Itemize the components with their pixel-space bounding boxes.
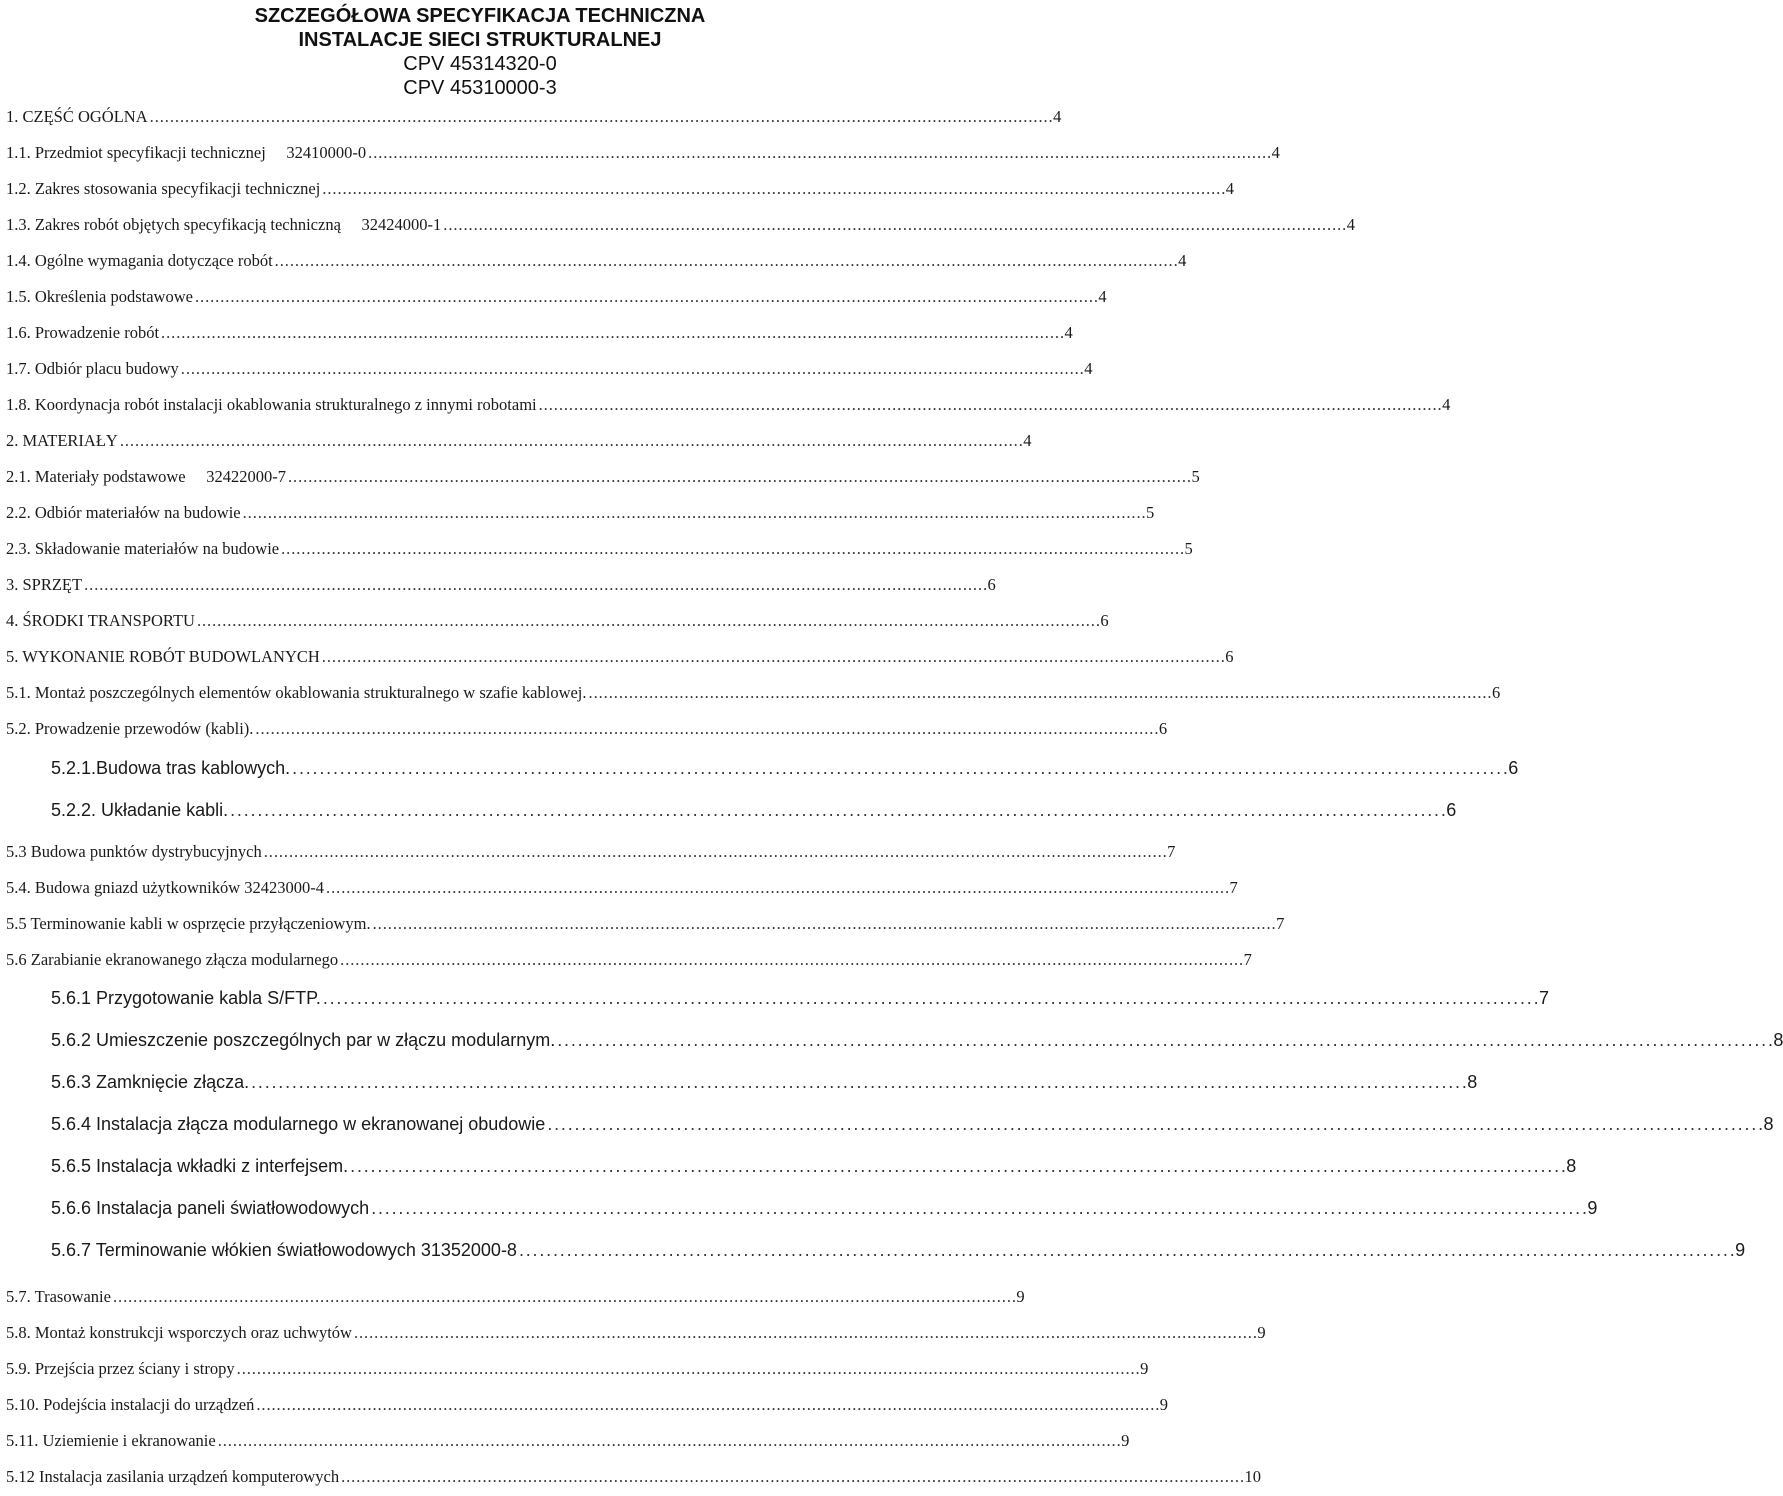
toc-entry-page-number: 8 bbox=[1467, 1072, 1478, 1092]
toc-entry-page-number: 4 bbox=[1271, 143, 1280, 162]
toc-entry-page-number: 4 bbox=[1346, 215, 1355, 234]
toc-entry-page-number: 6 bbox=[987, 575, 996, 594]
toc-entry-page-number: 7 bbox=[1229, 878, 1238, 897]
toc-entry[interactable] bbox=[51, 1240, 1746, 1266]
toc-entry-page-number: 6 bbox=[1225, 647, 1234, 666]
toc-entry-page-number: 5 bbox=[1184, 539, 1193, 558]
toc-entry[interactable] bbox=[51, 1198, 1598, 1224]
toc-dot-leader bbox=[368, 143, 1269, 163]
toc-dot-leader bbox=[281, 539, 1182, 559]
toc-dot-leader bbox=[264, 842, 1165, 862]
toc-entry-page-number: 9 bbox=[1140, 1359, 1149, 1378]
toc-entry[interactable] bbox=[6, 1323, 1266, 1349]
toc-entry[interactable] bbox=[6, 359, 1093, 385]
toc-dot-leader bbox=[288, 467, 1189, 487]
toc-dot-leader bbox=[519, 1240, 1733, 1261]
toc-entry[interactable] bbox=[6, 950, 1252, 976]
toc-entry[interactable] bbox=[6, 539, 1193, 565]
toc-dot-leader bbox=[539, 395, 1440, 415]
toc-entry-title: 1.6. Prowadzenie robót bbox=[6, 323, 160, 342]
toc-entry[interactable] bbox=[6, 575, 996, 601]
toc-entry-page-number: 7 bbox=[1276, 914, 1285, 933]
toc-entry-page-number: 7 bbox=[1167, 842, 1176, 861]
toc-entry[interactable] bbox=[6, 1395, 1169, 1421]
toc-entry[interactable] bbox=[51, 1072, 1478, 1098]
toc-dot-leader bbox=[197, 611, 1098, 631]
toc-dot-leader bbox=[350, 1156, 1564, 1177]
cpv-code-2: CPV 45310000-3 bbox=[403, 77, 557, 99]
toc-entry[interactable] bbox=[6, 1287, 1025, 1313]
toc-entry[interactable] bbox=[51, 1114, 1774, 1140]
toc-entry[interactable] bbox=[6, 1467, 1262, 1493]
toc-entry[interactable] bbox=[51, 1156, 1577, 1182]
toc-entry-page-number: 8 bbox=[1763, 1114, 1774, 1134]
toc-entry-title: 1.2. Zakres stosowania specyfikacji technicznej bbox=[6, 179, 321, 198]
toc-dot-leader bbox=[256, 1395, 1157, 1415]
toc-entry[interactable] bbox=[51, 800, 1457, 826]
toc-entry[interactable] bbox=[6, 395, 1451, 421]
toc-dot-leader bbox=[373, 914, 1274, 934]
toc-dot-leader bbox=[161, 323, 1062, 343]
toc-entry-title: 5.6.5 Instalacja wkładki z interfejsem. bbox=[51, 1156, 349, 1176]
toc-entry-page-number: 7 bbox=[1243, 950, 1252, 969]
toc-entry-title: 5.6.6 Instalacja paneli światłowodowych bbox=[51, 1198, 370, 1218]
toc-dot-leader bbox=[341, 1467, 1242, 1487]
toc-entry-page-number: 9 bbox=[1257, 1323, 1266, 1342]
toc-entry[interactable] bbox=[6, 719, 1168, 745]
toc-entry-page-number: 9 bbox=[1735, 1240, 1746, 1260]
toc-entry[interactable] bbox=[6, 431, 1032, 457]
toc-entry-title: 5.5 Terminowanie kabli w osprzęcie przyłączeniowym. bbox=[6, 914, 371, 933]
toc-dot-leader bbox=[255, 719, 1156, 739]
toc-entry[interactable] bbox=[6, 1359, 1149, 1385]
toc-entry-title: 1.4. Ogólne wymagania dotyczące robót bbox=[6, 251, 273, 270]
toc-entry-title: 5.3 Budowa punktów dystrybucyjnych bbox=[6, 842, 262, 861]
toc-entry-title: 5.10. Podejścia instalacji do urządzeń bbox=[6, 1395, 255, 1414]
toc-dot-leader bbox=[243, 503, 1144, 523]
toc-entry-title: 1.1. Przedmiot specyfikacji technicznej 32410000-0 bbox=[6, 143, 367, 162]
toc-dot-leader bbox=[84, 575, 985, 595]
toc-entry-page-number: 4 bbox=[1225, 179, 1234, 198]
toc-entry-page-number: 4 bbox=[1023, 431, 1032, 450]
toc-entry-page-number: 9 bbox=[1159, 1395, 1169, 1414]
toc-entry-page-number: 8 bbox=[1566, 1156, 1577, 1176]
toc-dot-leader bbox=[251, 1072, 1465, 1093]
toc-dot-leader bbox=[322, 179, 1223, 199]
toc-entry-title: 5.6.4 Instalacja złącza modularnego w ekranowanej obudowie bbox=[51, 1114, 546, 1134]
toc-dot-leader bbox=[322, 647, 1223, 667]
toc-dot-leader bbox=[195, 287, 1096, 307]
toc-dot-leader bbox=[326, 878, 1227, 898]
toc-entry[interactable] bbox=[6, 914, 1285, 940]
toc-entry[interactable] bbox=[6, 143, 1280, 169]
toc-entry-title: 5.6.2 Umieszczenie poszczególnych par w złączu modularnym. bbox=[51, 1030, 556, 1050]
toc-entry-page-number: 6 bbox=[1508, 758, 1519, 778]
toc-entry-page-number: 9 bbox=[1587, 1198, 1598, 1218]
toc-entry-title: 5.2. Prowadzenie przewodów (kabli). bbox=[6, 719, 254, 738]
toc-entry-page-number: 6 bbox=[1158, 719, 1168, 738]
toc-entry-page-number: 6 bbox=[1100, 611, 1109, 630]
toc-entry-page-number: 6 bbox=[1446, 800, 1457, 820]
toc-entry-title: 3. SPRZĘT bbox=[6, 575, 83, 594]
toc-entry-page-number: 5 bbox=[1146, 503, 1155, 522]
toc-entry[interactable] bbox=[6, 287, 1107, 313]
toc-entry-title: 1.7. Odbiór placu budowy bbox=[6, 359, 179, 378]
toc-dot-leader bbox=[292, 758, 1506, 779]
toc-dot-leader bbox=[557, 1030, 1771, 1051]
toc-dot-leader bbox=[371, 1198, 1585, 1219]
toc-entry-page-number: 4 bbox=[1098, 287, 1107, 306]
toc-dot-leader bbox=[218, 1431, 1119, 1451]
toc-dot-leader bbox=[150, 107, 1051, 127]
toc-entry-title: 4. ŚRODKI TRANSPORTU bbox=[6, 611, 195, 630]
toc-entry[interactable] bbox=[6, 683, 1501, 709]
toc-dot-leader bbox=[113, 1287, 1014, 1307]
toc-dot-leader bbox=[443, 215, 1344, 235]
toc-entry-title: 5.8. Montaż konstrukcji wsporczych oraz uchwytów bbox=[6, 1323, 352, 1342]
toc-entry[interactable] bbox=[6, 878, 1238, 904]
toc-entry-title: 2. MATERIAŁY bbox=[6, 431, 118, 450]
toc-dot-leader bbox=[275, 251, 1176, 271]
toc-entry[interactable] bbox=[6, 842, 1176, 868]
toc-dot-leader bbox=[230, 800, 1444, 821]
toc-entry-page-number: 10 bbox=[1244, 1467, 1262, 1486]
toc-entry[interactable] bbox=[6, 251, 1187, 277]
toc-entry-title: 5.12 Instalacja zasilania urządzeń komputerowych bbox=[6, 1467, 340, 1486]
toc-entry-title: 5.4. Budowa gniazd użytkowników 32423000-4 bbox=[6, 878, 325, 897]
toc-entry[interactable] bbox=[6, 467, 1200, 493]
toc-dot-leader bbox=[547, 1114, 1761, 1135]
toc-entry[interactable] bbox=[6, 1431, 1130, 1457]
toc-entry[interactable] bbox=[51, 988, 1549, 1014]
toc-dot-leader bbox=[120, 431, 1021, 451]
toc-entry-page-number: 9 bbox=[1016, 1287, 1025, 1306]
toc-entry-page-number: 7 bbox=[1538, 988, 1549, 1008]
toc-entry-title: 5.6.3 Zamknięcie złącza. bbox=[51, 1072, 250, 1092]
toc-entry-title: 1.8. Koordynacja robót instalacji okablowania strukturalnego z innymi robotami bbox=[6, 395, 537, 414]
toc-entry[interactable] bbox=[51, 758, 1519, 784]
toc-entry[interactable] bbox=[6, 503, 1155, 529]
toc-entry-page-number: 4 bbox=[1053, 107, 1062, 126]
toc-entry-page-number: 5 bbox=[1191, 467, 1200, 486]
toc-entry-title: 1. CZĘŚĆ OGÓLNA bbox=[6, 107, 148, 126]
toc-entry-title: 2.2. Odbiór materiałów na budowie bbox=[6, 503, 241, 522]
toc-entry-title: 5.2.2. Układanie kabli. bbox=[51, 800, 229, 820]
toc-entry[interactable] bbox=[6, 215, 1355, 241]
toc-entry-title: 1.5. Określenia podstawowe bbox=[6, 287, 193, 306]
toc-entry-page-number: 4 bbox=[1442, 395, 1451, 414]
toc-dot-leader bbox=[323, 988, 1537, 1009]
toc-entry-page-number: 6 bbox=[1491, 683, 1501, 702]
toc-entry-title: 5.9. Przejścia przez ściany i stropy bbox=[6, 1359, 235, 1378]
toc-entry-page-number: 8 bbox=[1773, 1030, 1783, 1050]
toc-dot-leader bbox=[237, 1359, 1138, 1379]
toc-entry[interactable] bbox=[6, 323, 1073, 349]
toc-entry[interactable] bbox=[6, 107, 1062, 133]
toc-entry-page-number: 4 bbox=[1084, 359, 1093, 378]
toc-entry-title: 5.1. Montaż poszczególnych elementów okablowania strukturalnego w szafie kablowej. bbox=[6, 683, 587, 702]
toc-entry[interactable] bbox=[6, 611, 1109, 637]
toc-entry-title: 5.11. Uziemienie i ekranowanie bbox=[6, 1431, 216, 1450]
toc-entry-title: 5.6 Zarabianie ekranowanego złącza modularnego bbox=[6, 950, 339, 969]
toc-entry-title: 5.2.1.Budowa tras kablowych. bbox=[51, 758, 291, 778]
toc-entry-title: 5.6.1 Przygotowanie kabla S/FTP. bbox=[51, 988, 321, 1008]
toc-entry-page-number: 9 bbox=[1121, 1431, 1130, 1450]
toc-entry-title: 5.7. Trasowanie bbox=[6, 1287, 111, 1306]
toc-dot-leader bbox=[181, 359, 1082, 379]
toc-entry[interactable] bbox=[51, 1030, 1783, 1056]
toc-entry-title: 5.6.7 Terminowanie włókien światłowodowych 31352000-8 bbox=[51, 1240, 517, 1260]
cpv-code-1: CPV 45314320-0 bbox=[403, 53, 557, 75]
toc-entry[interactable] bbox=[6, 179, 1234, 205]
toc-entry-title: 5. WYKONANIE ROBÓT BUDOWLANYCH bbox=[6, 647, 320, 666]
toc-entry-page-number: 4 bbox=[1178, 251, 1187, 270]
toc-dot-leader bbox=[589, 683, 1490, 703]
document-subtitle: INSTALACJE SIECI STRUKTURALNEJ bbox=[298, 29, 662, 51]
toc-entry[interactable] bbox=[6, 647, 1234, 673]
toc-entry-title: 2.1. Materiały podstawowe 32422000-7 bbox=[6, 467, 286, 486]
toc-dot-leader bbox=[340, 950, 1241, 970]
toc-entry-title: 2.3. Składowanie materiałów na budowie bbox=[6, 539, 280, 558]
toc-entry-page-number: 4 bbox=[1064, 323, 1073, 342]
toc-entry-title: 1.3. Zakres robót objętych specyfikacją techniczną 32424000-1 bbox=[6, 215, 442, 234]
document-title: SZCZEGÓŁOWA SPECYFIKACJA TECHNICZNA bbox=[254, 5, 706, 27]
toc-dot-leader bbox=[354, 1323, 1255, 1343]
